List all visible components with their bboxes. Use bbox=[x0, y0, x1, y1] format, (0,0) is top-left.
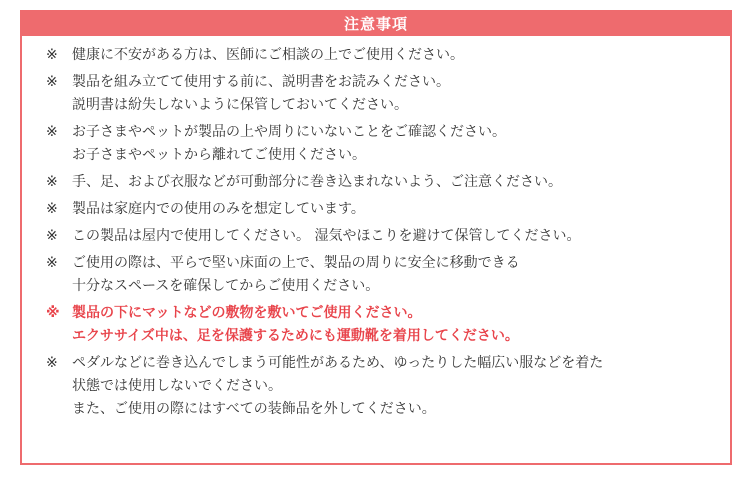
reference-mark: ※ bbox=[46, 355, 58, 371]
notice-line: エクササイズ中は、足を保護するためにも運動靴を着用してください。 bbox=[72, 328, 519, 344]
notice-line: 十分なスペースを確保してからご使用ください。 bbox=[72, 278, 380, 294]
notice-line: お子さまやペットが製品の上や周りにいないことをご確認ください。 bbox=[72, 124, 506, 140]
notice-line: 状態では使用しないでください。 bbox=[72, 378, 282, 394]
notice-item bbox=[22, 121, 730, 167]
reference-mark: ※ bbox=[46, 255, 58, 271]
notice-line: 製品は家庭内での使用のみを想定しています。 bbox=[72, 201, 365, 217]
notice-line: ペダルなどに巻き込んでしまう可能性があるため、ゆったりした幅広い服などを着た bbox=[72, 355, 604, 371]
reference-mark: ※ bbox=[46, 47, 58, 63]
notice-item-text bbox=[72, 71, 730, 117]
notice-title: 注意事項 bbox=[22, 12, 730, 36]
notice-line: 製品の下にマットなどの敷物を敷いてご使用ください。 bbox=[72, 305, 422, 321]
reference-mark: ※ bbox=[46, 228, 58, 244]
notice-line: 健康に不安がある方は、医師にご相談の上でご使用ください。 bbox=[72, 47, 464, 63]
notice-line: 説明書は紛失しないように保管しておいてください。 bbox=[72, 97, 408, 113]
notice-item bbox=[22, 44, 730, 67]
notice-list bbox=[22, 36, 730, 421]
notice-item-text bbox=[72, 171, 730, 194]
reference-mark: ※ bbox=[46, 305, 60, 321]
notice-item bbox=[22, 171, 730, 194]
notice-item-text bbox=[72, 352, 730, 421]
notice-item-text bbox=[72, 225, 730, 248]
notice-line: また、ご使用の際にはすべての装飾品を外してください。 bbox=[72, 401, 436, 417]
notice-item bbox=[22, 71, 730, 117]
notice-item-text bbox=[72, 252, 730, 298]
notice-item bbox=[22, 352, 730, 421]
notice-box bbox=[20, 10, 732, 465]
notice-item bbox=[22, 225, 730, 248]
notice-line: ご使用の際は、平らで堅い床面の上で、製品の周りに安全に移動できる bbox=[72, 255, 520, 271]
notice-item bbox=[22, 198, 730, 221]
notice-line: お子さまやペットから離れてご使用ください。 bbox=[72, 147, 366, 163]
reference-mark: ※ bbox=[46, 74, 58, 90]
notice-line: 手、足、および衣服などが可動部分に巻き込まれないよう、ご注意ください。 bbox=[72, 174, 562, 190]
notice-item-highlighted bbox=[22, 302, 730, 348]
notice-item-text bbox=[72, 198, 730, 221]
notice-line: 製品を組み立てて使用する前に、説明書をお読みください。 bbox=[72, 74, 450, 90]
notice-item-text bbox=[72, 121, 730, 167]
reference-mark: ※ bbox=[46, 201, 58, 217]
reference-mark: ※ bbox=[46, 124, 58, 140]
notice-item-text bbox=[72, 302, 730, 348]
reference-mark: ※ bbox=[46, 174, 58, 190]
notice-line: この製品は屋内で使用してください。 湿気やほこりを避けて保管してください。 bbox=[72, 228, 581, 244]
notice-item bbox=[22, 252, 730, 298]
notice-item-text bbox=[72, 44, 730, 67]
